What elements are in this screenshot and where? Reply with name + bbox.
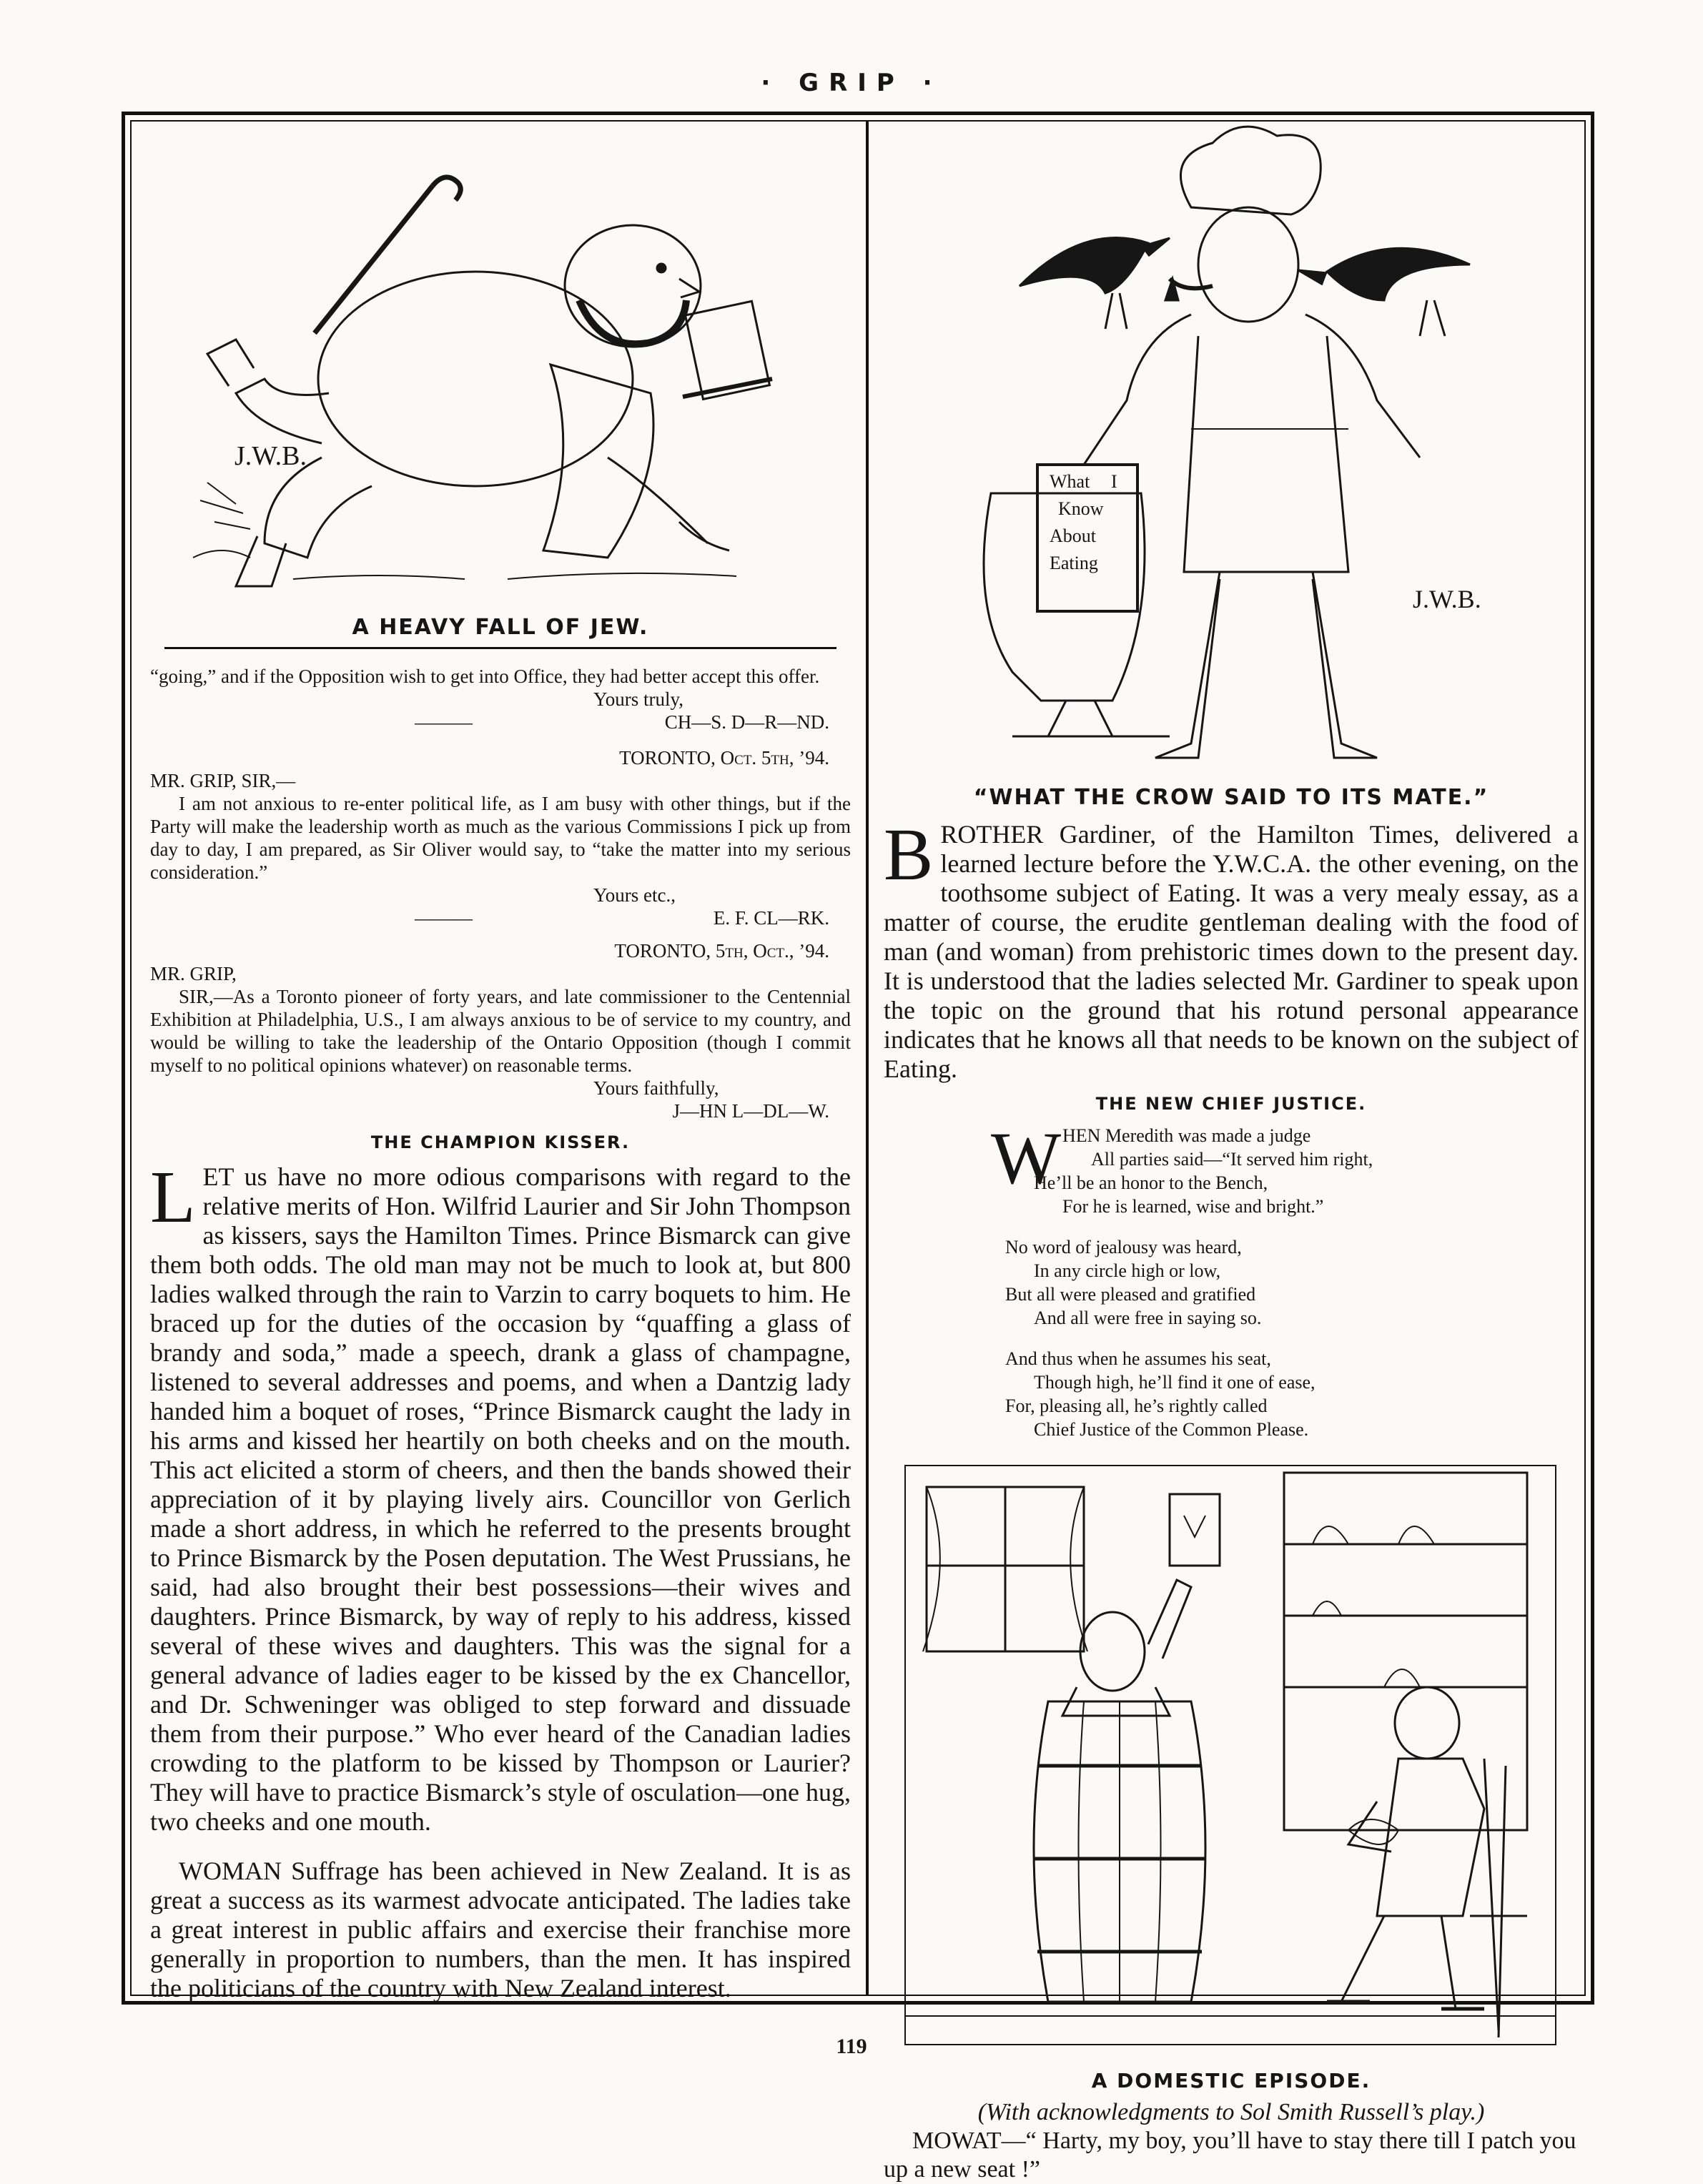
page-number: 119 [836, 2035, 867, 2058]
letter-lidlaw-salutation: MR. GRIP, [150, 963, 237, 984]
letter-durand-dash: ——— [415, 711, 473, 733]
woman-suffrage-lead: WOMAN [179, 1857, 282, 1885]
column-divider [866, 120, 869, 1996]
poem-line: HEN Meredith was made a judge [1062, 1125, 1311, 1146]
letter-durand-text: “going,” and if the Opposition wish to get into Office, they had better accept this offer. [150, 666, 820, 687]
letter-clarke-dash: ——— [415, 907, 473, 929]
letter-durand [150, 665, 851, 733]
domestic-episode-illustration [884, 1458, 1579, 2059]
sign-word-3: Know [1058, 498, 1104, 519]
letter-clarke [150, 746, 851, 929]
poem-line: Chief Justice of the Common Please. [1034, 1419, 1309, 1440]
letter-clarke-signature: E. F. CL—RK. [713, 907, 829, 929]
poem-line: In any circle high or low, [1034, 1260, 1221, 1281]
woman-suffrage-article [150, 1857, 851, 2003]
sign-word-1: What [1050, 471, 1090, 492]
letter-lidlaw-dateline: TORONTO, 5th, Oct., ’94. [614, 940, 829, 962]
poem-line: For he is learned, wise and bright.” [1062, 1196, 1324, 1217]
poem-line: And all were free in saying so. [1034, 1308, 1262, 1328]
crow-cartoon-signature: J.W.B. [1413, 585, 1481, 613]
domestic-episode-quote: —“ Harty, my boy, you’ll have to stay there till I patch you up a new seat !” [884, 2128, 1576, 2183]
letter-lidlaw-text: SIR,—As a Toronto pioneer of forty years, and late commissioner to the Centennial Exhibition at Philadelphia, U.S., I am always anxious to be of service to my country, and would be willing to take the leadership of the Ontario Opposition (though I commit myself to no political opinions whatever) on reasonable terms. [150, 986, 851, 1076]
poem-line: No word of jealousy was heard, [1005, 1237, 1242, 1257]
crow-heading: “WHAT THE CROW SAID TO ITS MATE.” [973, 785, 1489, 810]
chef-and-crows-illustration [884, 122, 1579, 778]
letter-lidlaw-signature: J—HN L—DL—W. [672, 1100, 829, 1122]
poem-line: Though high, he’ll find it one of ease, [1034, 1372, 1315, 1393]
letter-lidlaw-closing: Yours faithfully, [593, 1077, 719, 1099]
right-column [884, 122, 1579, 2184]
cartoon-domestic-episode [884, 1458, 1579, 2059]
poem-line: He’ll be an honor to the Bench, [1034, 1172, 1268, 1193]
caption-rule [164, 647, 836, 649]
poem-line: But all were pleased and gratified [1005, 1284, 1256, 1305]
domestic-episode-speaker: MOWAT [912, 2128, 1002, 2154]
heavy-fall-illustration [150, 122, 851, 604]
champion-kisser-dropcap: L [150, 1156, 196, 1238]
poem-stanza-2 [1005, 1235, 1579, 1330]
left-column [150, 122, 851, 2003]
champion-kisser-article [150, 1156, 851, 1837]
letter-lidlaw [150, 939, 851, 1122]
chief-justice-dropcap: W [991, 1117, 1062, 1200]
heavy-fall-caption: A HEAVY FALL OF JEW. [352, 615, 649, 640]
cartoon-heavy-fall [150, 122, 851, 640]
domestic-episode-heading: A DOMESTIC EPISODE. [1091, 2069, 1371, 2092]
heavy-fall-signature: J.W.B. [235, 441, 307, 471]
sign-word-5: Eating [1050, 553, 1098, 573]
domestic-episode-subtitle: (With acknowledgments to Sol Smith Russell’s play.) [977, 2099, 1485, 2125]
sign-word-4: About [1050, 525, 1096, 546]
letter-clarke-text: I am not anxious to re-enter political life, as I am busy with other things, but if the Party will make the leadership worth as much as the various Commissions I pick up from day to day, I am prepared, as Sir Oliver would say, to “take the matter into my serious consideration.” [150, 793, 851, 883]
domestic-episode-caption [884, 2098, 1579, 2184]
sign-word-2: I [1111, 471, 1117, 492]
crow-article [884, 814, 1579, 1084]
letter-durand-closing: Yours truly, [593, 688, 684, 710]
cartoon-crow [884, 122, 1579, 778]
letter-clarke-dateline: TORONTO, Oct. 5th, ’94. [619, 747, 829, 769]
champion-kisser-heading: THE CHAMPION KISSER. [370, 1132, 631, 1152]
poem-stanza-1 [1034, 1124, 1579, 1218]
woman-suffrage-text: Suffrage has been achieved in New Zealand. It is as great a success as its warmest advocate anticipated. The ladies take a great interest in public affairs and exercise their franchise more generally in proportion to numbers, than the men. It has inspired the politicians of the country with New Zealand interest. [150, 1857, 851, 2002]
chief-justice-poem [884, 1117, 1579, 1441]
letter-clarke-closing: Yours etc., [593, 884, 676, 906]
masthead: · GRIP · [761, 69, 942, 97]
poem-line: And thus when he assumes his seat, [1005, 1348, 1271, 1369]
poem-stanza-3 [1005, 1347, 1579, 1441]
chief-justice-heading: THE NEW CHIEF JUSTICE. [1095, 1094, 1367, 1114]
letter-clarke-salutation: MR. GRIP, SIR,— [150, 770, 296, 791]
champion-kisser-text: ET us have no more odious comparisons with regard to the relative merits of Hon. Wilfrid Laurier and Sir John Thompson as kissers, says the Hamilton Times. Prince Bismarck can give them both odds. The old man may not be much to look at, but 800 ladies walked through the rain to Varzin to carry boquets to him. He braced up for the duties of the occasion by “quaffing a glass of brandy and soda,” made a speech, drank a glass of champagne, listened to several addresses and poems, and when a Dantzig lady handed him a boquet of roses, “Prince Bismarck caught the lady in his arms and kissed her heartily on both cheeks and on the mouth. This act elicited a storm of cheers, and then the bands showed their appreciation of it by playing lively airs. Councillor von Gerlich made a short address, in which he referred to the presents brought to Prince Bismarck by the Posen deputation. The West Prussians, he said, had also brought their best possessions—their wives and daughters. Prince Bismarck, by way of reply to his address, kissed several of these wives and daughters. This was the signal for a general advance of ladies eager to be kissed by the ex Chancellor, and Dr. Schweninger was obliged to step forward and dissuade them from their purpose.” Who ever heard of the Canadian ladies crowding to the platform to be kissed by Thompson or Laurier? They will have to practice Bismarck’s style of osculation—one hug, two cheeks and one mouth. [150, 1162, 851, 1836]
poem-line: For, pleasing all, he’s rightly called [1005, 1395, 1268, 1416]
crow-dropcap: B [884, 814, 934, 896]
crow-text: ROTHER Gardiner, of the Hamilton Times, delivered a learned lecture before the Y.W.C.A. the other evening, on the toothsome subject of Eating. It was a very mealy essay, as a matter of course, the erudite gentleman dealing with the food of man (and woman) from prehistoric times down to the present day. It is understood that the ladies selected Mr. Gardiner to speak upon the topic on the ground that his rotund personal appearance indicates that he knows all that needs to be known on the subject of Eating. [884, 820, 1579, 1083]
poem-line: All parties said—“It served him right, [1091, 1149, 1373, 1170]
letter-durand-signature: CH—S. D—R—ND. [664, 711, 829, 733]
